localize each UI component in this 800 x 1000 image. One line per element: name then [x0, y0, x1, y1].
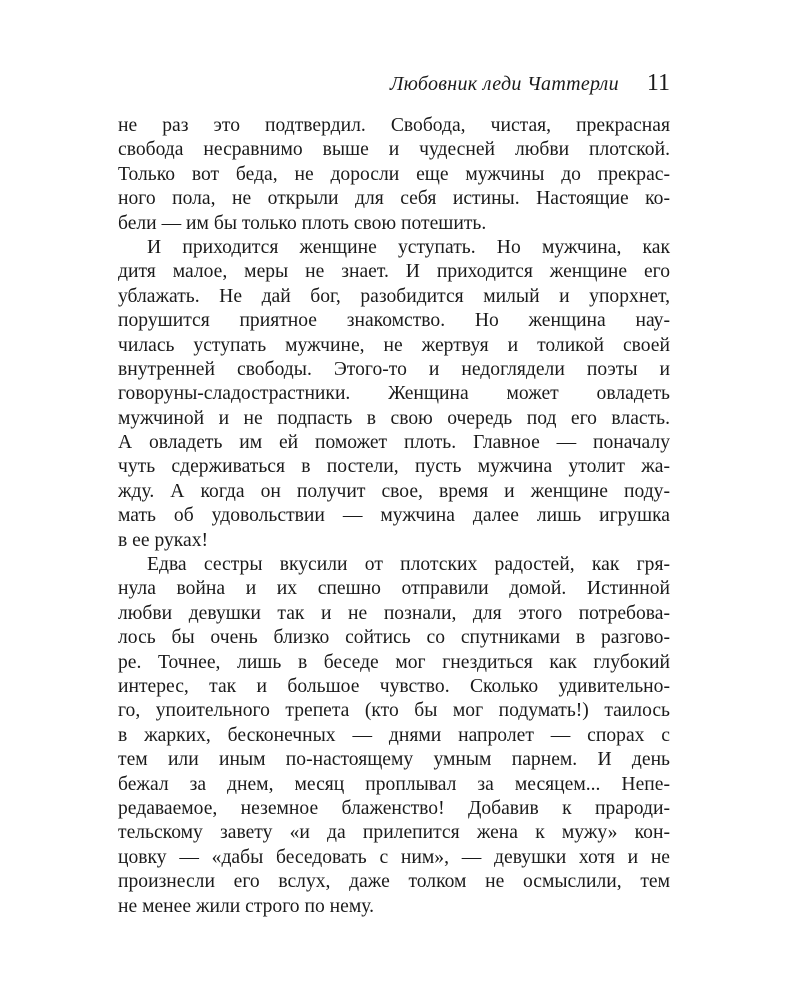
- paragraph-2: [118, 236, 670, 553]
- text-line: лось бы очень близко сойтись со спутниками в разгово-: [118, 627, 670, 649]
- running-title: Любовник леди Чаттерли: [389, 73, 619, 95]
- text-line: Только вот беда, не доросли еще мужчины до прекрас-: [118, 163, 670, 185]
- paragraph-3: [118, 553, 670, 919]
- text-line: чилась уступать мужчине, не жертвуя и толикой своей: [118, 334, 670, 356]
- text-line: Едва сестры вкусили от плотских радостей, как гря-: [147, 554, 670, 576]
- text-line: жду. А когда он получит свое, время и женщине поду-: [118, 480, 670, 502]
- text-line: чуть сдерживаться в постели, пусть мужчина утолит жа-: [118, 456, 670, 478]
- text-line: И приходится женщине уступать. Но мужчина, как: [147, 236, 670, 258]
- text-line: не раз это подтвердил. Свобода, чистая, прекрасная: [118, 115, 670, 136]
- text-line: порушится приятное знакомство. Но женщина нау-: [118, 310, 670, 332]
- text-line: любви девушки так и не познали, для этого потребова-: [118, 602, 670, 624]
- text-line: ного пола, не открыли для себя истины. Настоящие ко-: [118, 188, 670, 210]
- text-line: редаваемое, неземное блаженство! Добавив к прароди-: [118, 797, 670, 819]
- text-line: го, упоительного трепета (кто бы мог подумать!) таилось: [118, 700, 670, 722]
- text-line: свобода несравнимо выше и чудесней любви плотской.: [118, 139, 670, 161]
- text-line: в жарких, бесконечных — днями напролет — спорах с: [118, 724, 670, 746]
- text-line: произнесли его вслух, даже толком не осмыслили, тем: [118, 871, 670, 893]
- text-line: тем или иным по-настоящему умным парнем. И день: [118, 749, 670, 771]
- text-line: интерес, так и большое чувство. Сколько удивительно-: [118, 675, 670, 697]
- text-line: в ее руках!: [118, 529, 209, 551]
- text-line: внутренней свободы. Этого-то и недоглядели поэты и: [118, 358, 670, 380]
- paragraph-1: [118, 114, 670, 236]
- running-header: [118, 70, 670, 97]
- text-line: мужчиной и не подпасть в свою очередь под его власть.: [118, 407, 670, 429]
- text-line: цовку — «дабы беседовать с ним», — девушки хотя и не: [118, 846, 670, 868]
- text-line: бели — им бы только плоть свою потешить.: [118, 212, 487, 234]
- text-line: тельскому завету «и да прилепится жена к мужу» кон-: [118, 822, 670, 844]
- text-line: А овладеть им ей поможет плоть. Главное — поначалу: [118, 432, 670, 454]
- text-line: говоруны-сладострастники. Женщина может овладеть: [118, 383, 670, 405]
- body-text: [118, 114, 670, 919]
- text-line: бежал за днем, месяц проплывал за месяцем... Непе-: [118, 773, 670, 795]
- text-line: ублажать. Не дай бог, разобидится милый и упорхнет,: [118, 285, 670, 307]
- text-line: не менее жили строго по нему.: [118, 895, 374, 917]
- text-line: нула война и их спешно отправили домой. Истинной: [118, 578, 670, 600]
- text-line: ре. Точнее, лишь в беседе мог гнездиться как глубокий: [118, 651, 670, 673]
- text-line: дитя малое, меры не знает. И приходится женщине его: [118, 261, 670, 283]
- page-number: 11: [646, 70, 670, 96]
- text-line: мать об удовольствии — мужчина далее лишь игрушка: [118, 505, 670, 527]
